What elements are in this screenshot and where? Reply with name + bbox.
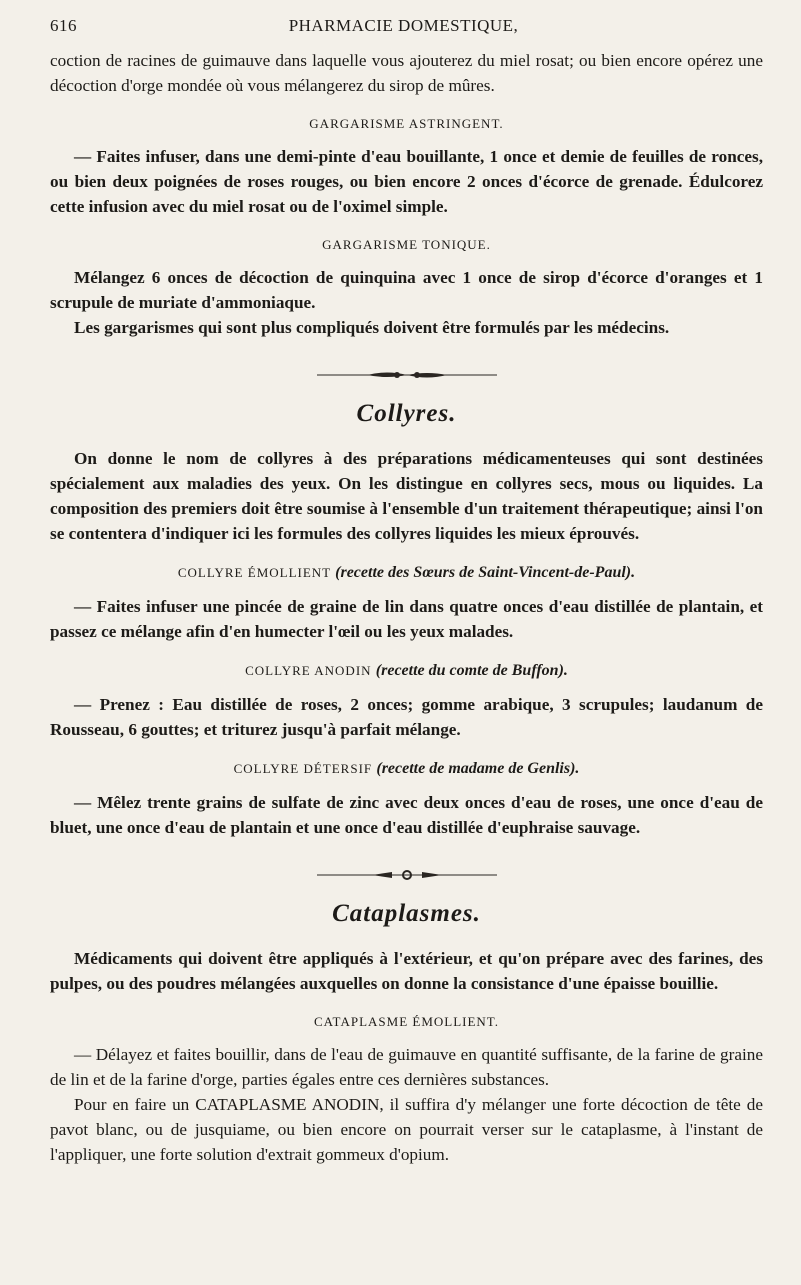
- cataplasme-emollient-title: CATAPLASME ÉMOLLIENT.: [313, 1014, 500, 1029]
- gargarisme-astringent-title: GARGARISME ASTRINGENT.: [309, 116, 504, 131]
- collyre-anodin-title: COLLYRE ANODIN: [245, 663, 372, 678]
- collyre-emollient-text: — Faites infuser une pincée de graine de lin dans quatre onces d'eau distillée de plantain, et passez ce mélange afin d'en humecter l'œil ou les yeux malades.: [50, 597, 763, 641]
- collyre-detersif-title: COLLYRE DÉTERSIF: [233, 761, 373, 776]
- page-number: 616: [50, 16, 77, 35]
- gargarisme-note: Les gargarismes qui sont plus compliqués doivent être formulés par les médecins.: [74, 318, 670, 337]
- gargarisme-tonique-text: Mélangez 6 onces de décoction de quinquina avec 1 once de sirop d'écorce d'oranges et 1 scrupule de muriate d'ammoniaque.: [50, 268, 763, 312]
- running-title: PHARMACIE DOMESTIQUE,: [288, 16, 519, 35]
- page-header: [50, 16, 763, 42]
- ornament-divider: [50, 868, 763, 882]
- ornament-divider: [50, 368, 763, 382]
- collyres-heading: Collyres.: [356, 400, 457, 427]
- cataplasme-emollient-text: — Délayez et faites bouillir, dans de l'eau de guimauve en quantité suffisante, de la farine de graine de lin et de la farine d'orge, parties égales entre ces dernières substances.: [50, 1045, 763, 1089]
- collyre-detersif-heading: [50, 760, 763, 778]
- cataplasmes-intro: Médicaments qui doivent être appliqués à l'extérieur, et qu'on prépare avec des farines, des pulpes, ou des poudres mélangées auxquelles on donne la consistance d'une épaisse bouillie.: [50, 949, 763, 993]
- cataplasme-anodin-text: Pour en faire un CATAPLASME ANODIN, il suffira d'y mélanger une forte décoction de tête de pavot blanc, ou de jusquiame, ou bien encore on pourrait verser sur le cataplasme, à l'instant de l'appliquer, une forte solution d'extrait gommeux d'opium.: [50, 1095, 763, 1164]
- gargarisme-astringent-text: — Faites infuser, dans une demi-pinte d'eau bouillante, 1 once et demie de feuilles de ronces, ou bien deux poignées de roses rouges, ou bien encore 2 onces d'écorce de grenade. Édulcorez cette infusion avec du miel rosat ou de l'oximel simple.: [50, 147, 763, 216]
- collyre-detersif-source: (recette de madame de Genlis).: [376, 760, 580, 777]
- cataplasmes-heading: Cataplasmes.: [332, 900, 481, 927]
- intro-paragraph: coction de racines de guimauve dans laquelle vous ajouterez du miel rosat; ou bien encore opérez une décoction d'orge mondée où vous mélangerez du sirop de mûres.: [50, 51, 763, 95]
- collyre-emollient-source: (recette des Sœurs de Saint-Vincent-de-Paul).: [335, 564, 636, 581]
- collyre-emollient-heading: [50, 564, 763, 582]
- collyres-intro: On donne le nom de collyres à des préparations médicamenteuses qui sont destinées spécialement aux maladies des yeux. On les distingue en collyres secs, mous ou liquides. La composition des premiers doit être soumise à l'ensemble d'un traitement thérapeutique; ainsi l'on se contentera d'indiquer ici les formules des collyres liquides les mieux éprouvés.: [50, 449, 763, 543]
- collyre-anodin-text: — Prenez : Eau distillée de roses, 2 onces; gomme arabique, 3 scrupules; laudanum de Rousseau, 6 gouttes; et triturez jusqu'à parfait mélange.: [50, 695, 763, 739]
- collyre-anodin-heading: [50, 662, 763, 680]
- collyre-emollient-title: COLLYRE ÉMOLLIENT: [177, 565, 331, 580]
- collyre-anodin-source: (recette du comte de Buffon).: [375, 662, 568, 679]
- gargarisme-tonique-title: GARGARISME TONIQUE.: [322, 237, 491, 252]
- collyre-detersif-text: — Mêlez trente grains de sulfate de zinc avec deux onces d'eau de roses, une once d'eau de bluet, une once d'eau de plantain et une once d'eau distillée d'euphraise sauvage.: [50, 793, 763, 837]
